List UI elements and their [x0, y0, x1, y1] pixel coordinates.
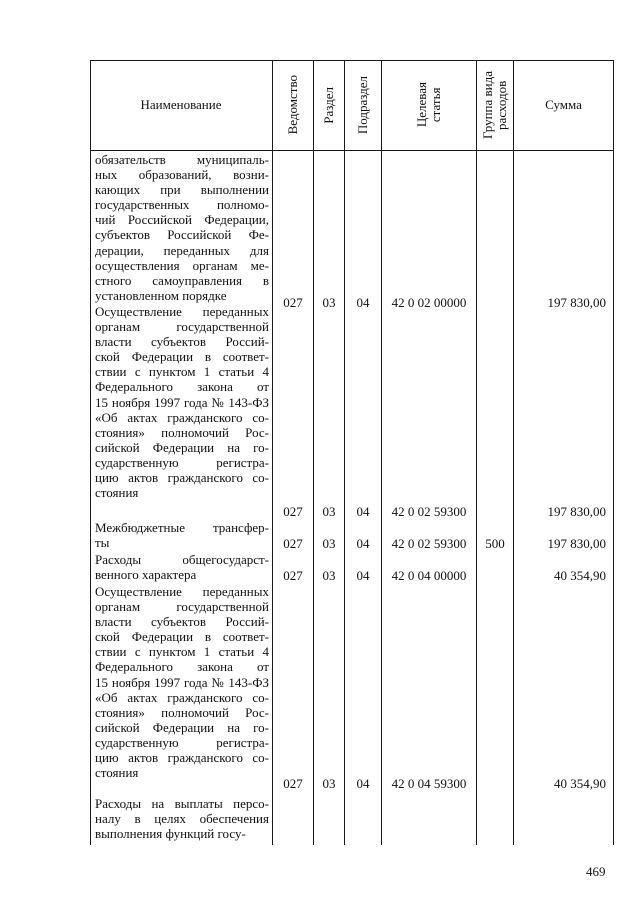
name-line: ской Федерации в соответ- [95, 629, 269, 645]
name-line: цию актов гражданского со- [95, 750, 269, 766]
column-divider [313, 60, 314, 845]
name-line: стояния» полномочий Рос- [95, 424, 269, 440]
vedomstvo-value: 027 [283, 568, 303, 583]
podrazdel-value: 04 [356, 536, 370, 551]
column-divider [344, 60, 345, 845]
razdel-value: 03 [322, 504, 336, 519]
summa-value: 40 354,90 [554, 776, 606, 791]
name-line: Межбюджетные трансфер- [95, 520, 269, 535]
header-celevaya-line2: статья [428, 87, 443, 123]
vedomstvo-value: 027 [283, 504, 303, 519]
table-left-border [90, 60, 91, 845]
name-line: сударственную регистра- [95, 454, 269, 470]
name-line: «Об актах гражданского со- [95, 689, 269, 705]
name-line: Федерального закона от [95, 659, 269, 675]
name-line: венного характера [95, 567, 197, 583]
name-line: 15 ноября 1997 года № 143-ФЗ [95, 394, 269, 410]
header-summa: Сумма [545, 97, 582, 112]
header-podrazdel-cell [345, 60, 381, 150]
row-name [95, 520, 269, 550]
vedomstvo-value: 027 [283, 295, 303, 310]
row-name [95, 796, 269, 841]
name-line: субъектов Российской Фе- [95, 227, 269, 243]
name-line: Осуществление переданных [95, 584, 269, 599]
name-line: органам государственной [95, 599, 269, 615]
podrazdel-value: 04 [356, 295, 370, 310]
header-name: Наименование [140, 97, 222, 112]
name-line: ской Федерации в соответ- [95, 349, 269, 365]
header-celevaya-line1: Целевая [414, 82, 429, 128]
header-razdel: Раздел [321, 86, 336, 124]
header-summa-cell [514, 60, 613, 150]
header-bottom-border [90, 150, 614, 151]
name-line: стояния» полномочий Рос- [95, 704, 269, 720]
gruppa-value: 500 [485, 536, 505, 551]
name-line: сийской Федерации на го- [95, 439, 269, 455]
vedomstvo-value: 027 [283, 776, 303, 791]
celevaya-value: 42 0 04 59300 [391, 776, 467, 791]
name-line: стояния [95, 485, 139, 501]
header-razdel-cell [314, 60, 344, 150]
name-line: ствии с пунктом 1 статьи 4 [95, 644, 269, 660]
page-number: 469 [586, 864, 606, 879]
razdel-value: 03 [322, 776, 336, 791]
row-name [95, 552, 269, 582]
name-line: Федерального закона от [95, 379, 269, 395]
budget-table [90, 60, 614, 845]
header-celevaya-cell [382, 60, 476, 150]
razdel-value: 03 [322, 568, 336, 583]
vedomstvo-value: 027 [283, 536, 303, 551]
celevaya-value: 42 0 02 59300 [391, 504, 467, 519]
name-line: установленном порядке [95, 287, 227, 303]
header-gruppa [481, 71, 509, 139]
column-divider [381, 60, 382, 845]
name-line: чий Российской Федерации, [95, 212, 269, 228]
table-right-border [613, 60, 614, 845]
row-name [95, 584, 269, 780]
name-line: дерации, переданных для [95, 242, 269, 258]
name-line: ных образований, возни- [95, 167, 269, 183]
name-line: стояния [95, 765, 139, 781]
header-vedomstvo-cell [273, 60, 313, 150]
celevaya-value: 42 0 02 59300 [391, 536, 467, 551]
name-line: осуществления органам ме- [95, 257, 269, 273]
name-line: «Об актах гражданского со- [95, 409, 269, 425]
name-line: 15 ноября 1997 года № 143-ФЗ [95, 674, 269, 690]
header-celevaya [415, 82, 443, 127]
name-line: выполнения функций госу- [95, 826, 246, 842]
summa-value: 197 830,00 [547, 295, 606, 310]
column-divider [476, 60, 477, 845]
header-gruppa-line2: расходов [494, 80, 509, 130]
name-line: ты [95, 535, 110, 551]
name-line: налу в целях обеспечения [95, 811, 269, 827]
header-podrazdel: Подраздел [355, 75, 370, 135]
celevaya-value: 42 0 02 00000 [391, 295, 467, 310]
podrazdel-value: 04 [356, 504, 370, 519]
celevaya-value: 42 0 04 00000 [391, 568, 467, 583]
razdel-value: 03 [322, 295, 336, 310]
name-line: кающих при выполнении [95, 182, 269, 198]
summa-value: 197 830,00 [547, 504, 606, 519]
name-line: сударственную регистра- [95, 734, 269, 750]
header-gruppa-line1: Группа вида [480, 71, 495, 139]
name-line: Расходы общегосударст- [95, 552, 269, 567]
razdel-value: 03 [322, 536, 336, 551]
column-divider [513, 60, 514, 845]
row-name [95, 304, 269, 500]
summa-value: 197 830,00 [547, 536, 606, 551]
name-line: Расходы на выплаты персо- [95, 796, 269, 811]
name-line: ствии с пунктом 1 статьи 4 [95, 364, 269, 380]
name-line: власти субъектов Россий- [95, 334, 269, 350]
name-line: государственных полномо- [95, 197, 269, 213]
column-divider [272, 60, 273, 845]
header-name-cell [90, 60, 272, 150]
name-line: сийской Федерации на го- [95, 719, 269, 735]
podrazdel-value: 04 [356, 776, 370, 791]
name-line: органам государственной [95, 319, 269, 335]
name-line: Осуществление переданных [95, 304, 269, 319]
name-line: цию актов гражданского со- [95, 470, 269, 486]
name-line: власти субъектов Россий- [95, 614, 269, 630]
header-vedomstvo: Ведомство [285, 75, 300, 135]
name-line: стного самоуправления в [95, 272, 269, 288]
row-name [95, 152, 269, 303]
podrazdel-value: 04 [356, 568, 370, 583]
header-gruppa-cell [477, 60, 513, 150]
name-line: обязательств муниципаль- [95, 152, 269, 167]
summa-value: 40 354,90 [554, 568, 606, 583]
